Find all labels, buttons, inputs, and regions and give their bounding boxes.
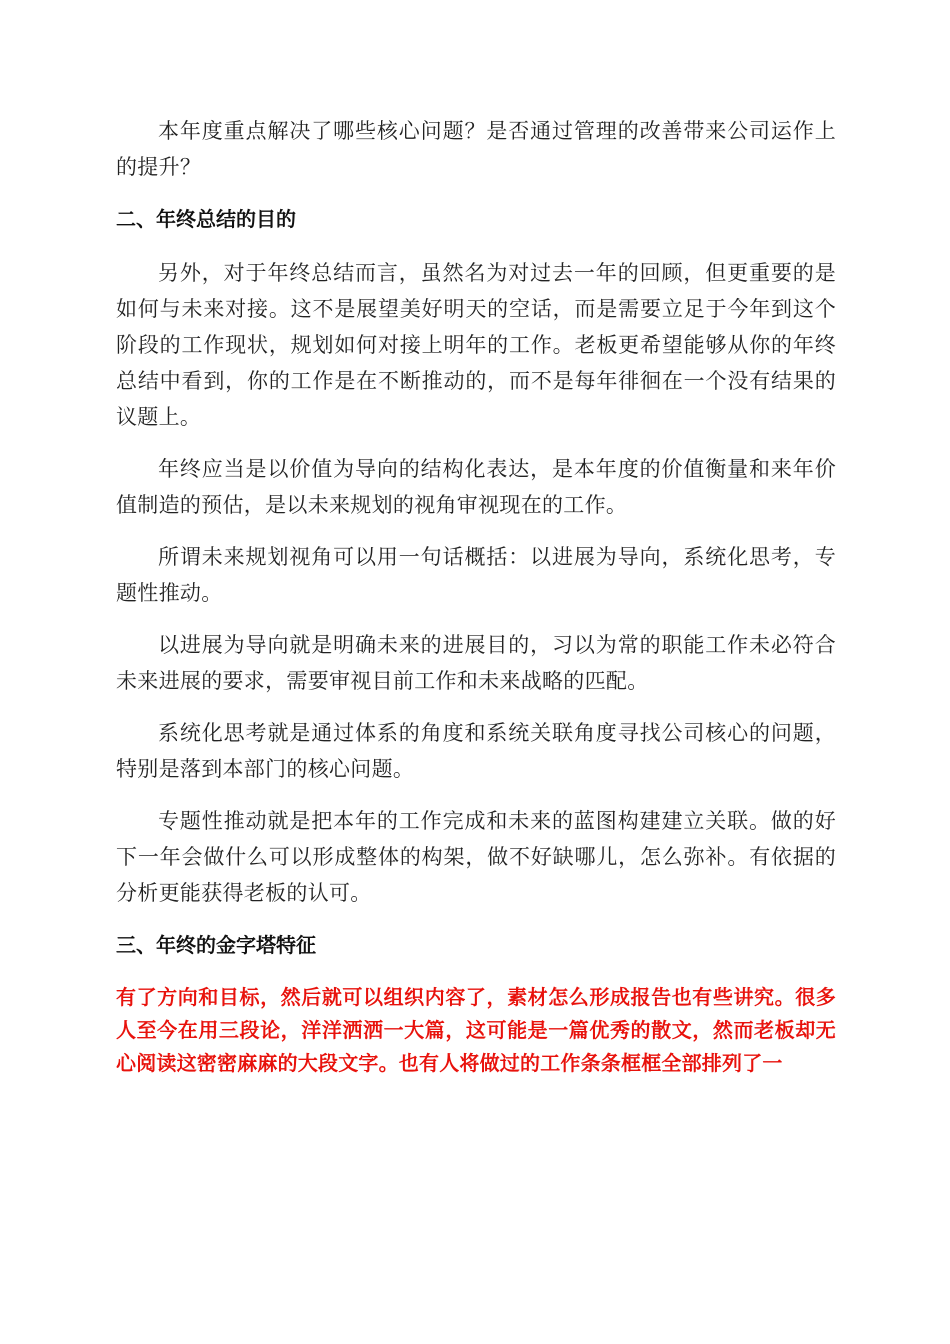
highlighted-paragraph: 有了方向和目标，然后就可以组织内容了，素材怎么形成报告也有些讲究。很多人至今在用三段论，洋洋洒洒一大篇，这可能是一篇优秀的散文，然而老板却无心阅读这密密麻麻的大段文字。也有人将做过的工作条条框框全部排列了一 xyxy=(116,985,836,1075)
paragraph-topic-driven: 专题性推动就是把本年的工作完成和未来的蓝图构建建立关联。做的好下一年会做什么可以形成整体的构架，做不好缺哪儿，怎么弥补。有依据的分析更能获得老板的认可。 xyxy=(116,809,836,905)
paragraph-systematic-thinking: 系统化思考就是通过体系的角度和系统关联角度寻找公司核心的问题，特别是落到本部门的核心问题。 xyxy=(116,721,836,781)
section-heading-pyramid: 三、年终的金字塔特征 xyxy=(116,933,316,957)
document-body xyxy=(116,113,836,1080)
paragraph-core-issues: 本年度重点解决了哪些核心问题？是否通过管理的改善带来公司运作上的提升？ xyxy=(116,119,836,179)
paragraph-value-oriented: 年终应当是以价值为导向的结构化表达，是本年度的价值衡量和来年价值制造的预估，是以未来规划的视角审视现在的工作。 xyxy=(116,457,836,517)
section-heading-purpose: 二、年终总结的目的 xyxy=(116,207,296,231)
paragraph-progress-oriented: 以进展为导向就是明确未来的进展目的，习以为常的职能工作未必符合未来进展的要求，需要审视目前工作和未来战略的匹配。 xyxy=(116,633,836,693)
paragraph-future-perspective: 所谓未来规划视角可以用一句话概括：以进展为导向，系统化思考，专题性推动。 xyxy=(116,545,836,605)
paragraph-future-connection: 另外，对于年终总结而言，虽然名为对过去一年的回顾，但更重要的是如何与未来对接。这不是展望美好明天的空话，而是需要立足于今年到这个阶段的工作现状，规划如何对接上明年的工作。老板更希望能够从你的年终总结中看到，你的工作是在不断推动的，而不是每年徘徊在一个没有结果的议题上。 xyxy=(116,261,836,429)
